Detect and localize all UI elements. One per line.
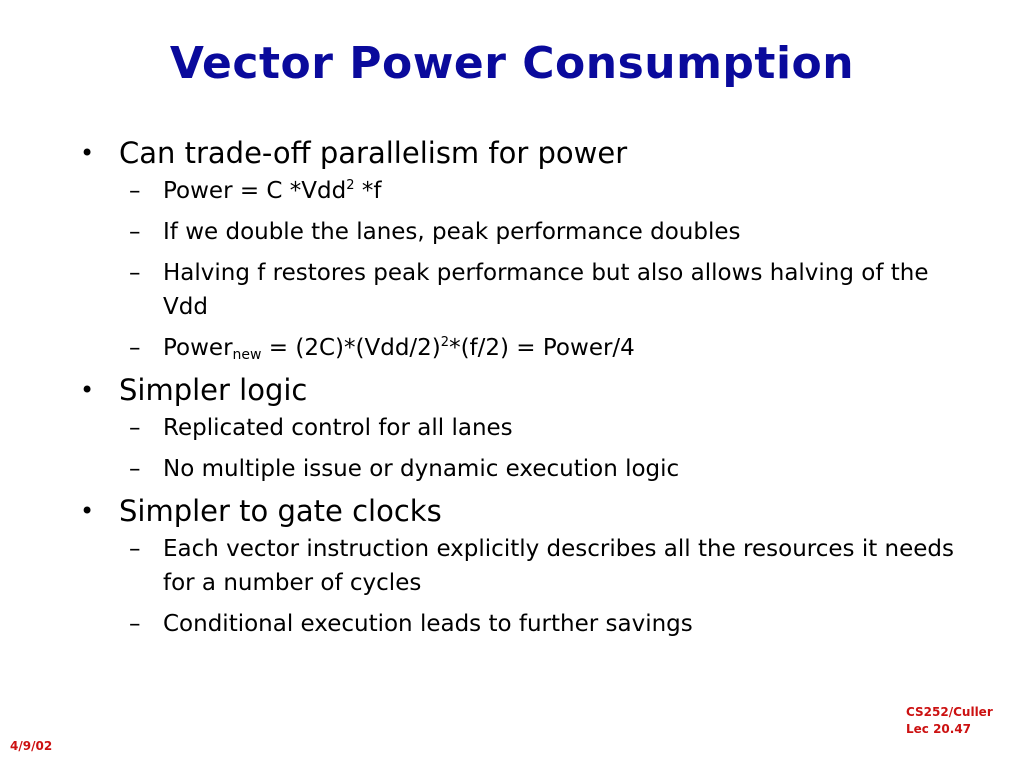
dash-icon: – [129, 335, 141, 361]
bullet-text: Can trade-off parallelism for power [119, 136, 628, 170]
sub-bullet-text: = (2C)*(Vdd/2) [261, 335, 441, 361]
bullet-text: Simpler logic [119, 373, 308, 407]
dash-icon: – [129, 415, 141, 441]
footer-course-info [906, 704, 993, 738]
bullet-icon: • [80, 497, 95, 525]
sub-bullet-text: Replicated control for all lanes [163, 415, 513, 441]
sub-bullet-text: *(f/2) = Power/4 [449, 335, 635, 361]
bullet-text: Simpler to gate clocks [119, 494, 442, 528]
subscript: new [232, 347, 262, 363]
sub-bullet-text: No multiple issue or dynamic execution logic [163, 456, 680, 482]
dash-icon: – [129, 219, 141, 245]
sub-bullet-item [127, 452, 958, 486]
sub-bullet-item [127, 256, 958, 324]
sub-bullet-text: Each vector instruction explicitly describes all the resources it needs for a number of cycles [163, 536, 955, 596]
bullet-icon: • [80, 376, 95, 404]
dash-icon: – [129, 536, 141, 562]
sub-bullet-list [127, 174, 958, 365]
sub-bullet-text: Halving f restores peak performance but also allows halving of the Vdd [163, 260, 929, 320]
footer-course: CS252/Culler [906, 705, 993, 719]
bullet-item [78, 492, 958, 530]
bullet-item [78, 134, 958, 172]
superscript: 2 [440, 335, 450, 350]
dash-icon: – [129, 178, 141, 204]
sub-bullet-item [127, 532, 958, 600]
sub-bullet-item [127, 215, 958, 249]
sub-bullet-text: Conditional execution leads to further savings [163, 611, 693, 637]
superscript: 2 [346, 178, 355, 193]
slide-content [78, 134, 958, 641]
sub-bullet-item [127, 607, 958, 641]
sub-bullet-text: If we double the lanes, peak performance doubles [163, 219, 741, 245]
sub-bullet-item [127, 411, 958, 445]
sub-bullet-text: Power = C *Vdd [163, 178, 347, 204]
footer-lecture: Lec 20.47 [906, 722, 972, 736]
sub-bullet-list [127, 532, 958, 641]
sub-bullet-text: Power [163, 335, 233, 361]
bullet-item [78, 371, 958, 409]
sub-bullet-item [127, 174, 958, 208]
bullet-icon: • [80, 139, 95, 167]
slide-title: Vector Power Consumption [169, 38, 855, 89]
dash-icon: – [129, 456, 141, 482]
dash-icon: – [129, 260, 141, 286]
sub-bullet-list [127, 411, 958, 486]
footer-date: 4/9/02 [10, 739, 53, 753]
sub-bullet-item [127, 331, 958, 365]
dash-icon: – [129, 611, 141, 637]
sub-bullet-text: *f [354, 178, 382, 204]
